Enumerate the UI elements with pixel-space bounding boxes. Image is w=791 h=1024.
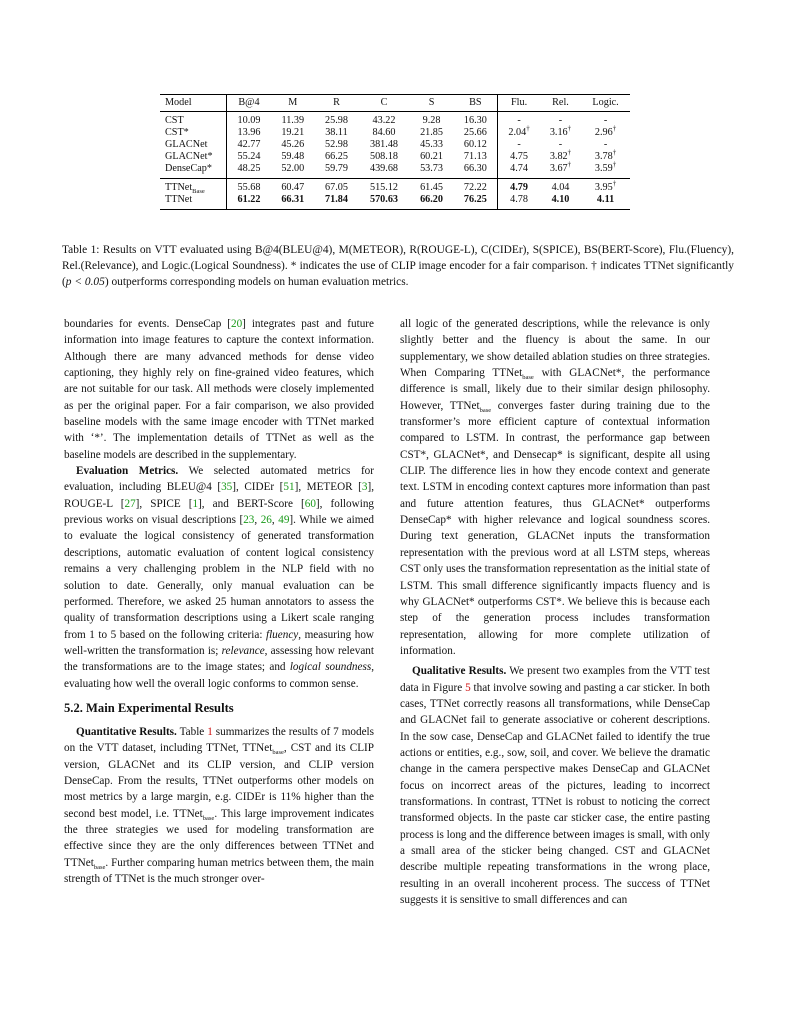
cell-bs: 71.13 <box>463 151 487 162</box>
figure-ref-link[interactable]: 5 <box>465 681 471 694</box>
citation-link[interactable]: 26 <box>260 514 272 527</box>
cell-rel: 3.67† <box>549 160 572 174</box>
table-row <box>160 163 630 179</box>
header-flu: Flu. <box>498 95 540 112</box>
cell-m: 66.31 <box>281 194 305 205</box>
cell-flu: - <box>498 139 540 151</box>
header-rel: Rel. <box>552 97 569 108</box>
header-model: Model <box>165 97 192 108</box>
section-heading: 5.2. Main Experimental Results <box>64 700 234 715</box>
caption-text-end: ) outperforms corresponding models on human evaluation metrics. <box>104 276 409 288</box>
cell-rel: 3.16† <box>549 124 572 138</box>
cell-b4: 61.22 <box>227 194 271 210</box>
cell-m: 19.21 <box>281 127 305 138</box>
paragraph: all logic of the generated descriptions, while the relevance is only slightly better and the fluency is about the same. In our supplementary, we show detailed ablation studies on three strategies. When Comparing TTNet$_{base}$ with GLACNet*, the performance difference is small, likely due to their similar design philosophy. However, TTNet$_{base}$ converges faster during training due to the transformer’s more efficient capture of contextual information compared to LSTM. In contrast, the performance gap between CST*, GLACNet*, and Densecap* is significant, despite all using CLIP. The difference lies in how they encode context and generate text. LSTM in encoding context captures more information than past and future attention features, thus GLACNet* outperforms DenseCap* with higher relevance and logical soundness scores. During text generation, GLACNet inputs the transformation representation with the previous word at all LSTM steps, whereas CST only uses the transformation representation as the initial state of LSTM. This small difference significantly impacts fluency and is why GLACNet* outperforms CST*. We believe this is because each step of the generation process includes transformation representation, allowing for more complete utilization of information. <box>400 318 710 657</box>
cell-b4: 13.96 <box>227 127 271 139</box>
cell-rel: 4.04 <box>551 182 570 193</box>
cell-model: GLACNet <box>165 139 208 150</box>
caption-label: Table 1: <box>62 244 100 256</box>
right-column <box>400 316 710 908</box>
cell-s: 21.85 <box>420 127 443 138</box>
cell-r: 71.84 <box>325 194 348 205</box>
cell-model: DenseCap* <box>165 163 212 174</box>
cell-c: 515.12 <box>369 182 398 193</box>
cell-flu: 2.04† <box>498 127 540 139</box>
cell-r: 67.05 <box>325 182 348 193</box>
cell-bs: 16.30 <box>463 115 487 126</box>
cell-model: TTNet <box>165 194 193 205</box>
cell-logic: 3.59† <box>594 160 617 174</box>
cell-b4: 42.77 <box>227 139 271 151</box>
header-logic: Logic. <box>592 97 619 108</box>
cell-b4: 10.09 <box>227 112 271 128</box>
citation-link[interactable]: 49 <box>278 514 290 527</box>
table-row <box>160 139 630 151</box>
cell-m: 11.39 <box>281 115 305 126</box>
cell-bs: 72.22 <box>463 182 487 193</box>
cell-model: TTNet$_{Base}$ <box>165 182 205 196</box>
cell-c: 381.48 <box>369 139 398 150</box>
paragraph-heading: Qualitative Results. <box>412 665 507 678</box>
cell-b4: 55.24 <box>227 151 271 163</box>
citation-link[interactable]: 51 <box>283 481 295 494</box>
citation-link[interactable]: 23 <box>243 514 255 527</box>
header-m: M <box>288 97 298 108</box>
cell-model: CST <box>165 115 184 126</box>
table-row <box>160 179 630 195</box>
header-bs: BS <box>469 97 482 108</box>
cell-s: 45.33 <box>420 139 443 150</box>
cell-m: 60.47 <box>281 182 305 193</box>
cell-c: 508.18 <box>369 151 398 162</box>
paragraph-qualitative-results: Qualitative Results. We present two examples from the VTT test data in Figure 5 that involve sowing and pasting a car sticker. In both cases, TTNet correctly reasons all transformations, while DenseCap and GLACNet fail to generate associative or coherent descriptions. In the sow case, DenseCap and GLACNet failed to identify the true actions or entities, e.g., sow, soil, and cover. We believe the dramatic change in the camera perspective makes DenseCap and GLACNet focus on incorrect areas of the pictures, leading to incorrect transformations. In contrast, TTNet is robust to noticing the correct transformed objects. In the paste car sticker case, the entire pasting process is long and the difference between images is small, with only a small area of the sticker being changed. CST and GLACNet describe multiple repeating transformations in the wrong place, resulting in an overall incoherent process. The success of TTNet suggests it is sensitive to small differences and can <box>400 665 710 907</box>
cell-rel: - <box>558 115 563 126</box>
cell-r: 52.98 <box>325 139 348 150</box>
cell-c: 84.60 <box>372 127 396 138</box>
table-row <box>160 112 630 128</box>
cell-s: 9.28 <box>422 115 441 126</box>
table-ref-link[interactable]: 1 <box>207 725 213 738</box>
cell-r: 38.11 <box>325 127 348 138</box>
citation-link[interactable]: 35 <box>221 481 233 494</box>
cell-flu: 4.75 <box>498 151 540 163</box>
table-caption <box>62 242 734 290</box>
paragraph-heading: Quantitative Results. <box>76 725 177 738</box>
cell-flu: 4.79 <box>498 179 540 195</box>
paragraph-heading: Evaluation Metrics. <box>76 465 179 478</box>
cell-flu: 4.78 <box>498 194 540 210</box>
cell-logic: - <box>603 115 608 126</box>
cell-m: 45.26 <box>281 139 305 150</box>
caption-math: p < 0.05 <box>65 276 105 288</box>
citation-link[interactable]: 1 <box>192 497 199 510</box>
caption-text: Results on VTT evaluated using B@4(BLEU@4), M(METEOR), R(ROUGE-L), C(CIDEr), S(SPICE), BS(BERT-Score), Flu.(Fluency), Rel.(Relevance), and Logic.(Logical Soundness). * indicates the use of CLIP image encoder for a fair comparison. † indicates TTNet significantly ( <box>62 244 734 288</box>
cell-bs: 60.12 <box>463 139 487 150</box>
cell-m: 52.00 <box>281 163 305 174</box>
cell-logic: 3.78† <box>594 148 617 162</box>
cell-s: 66.20 <box>420 194 443 205</box>
cell-logic: 4.11 <box>596 194 615 205</box>
cell-s: 53.73 <box>420 163 443 174</box>
citation-link[interactable]: 27 <box>124 497 136 510</box>
cell-rel: - <box>558 139 563 150</box>
cell-logic: 2.96† <box>594 124 617 138</box>
paragraph: boundaries for events. DenseCap [20] integrates past and future information into image features to capture the context information. Although there are many advanced methods for dense video captioning, they highly rely on fine-grained video features, which are not suitable for our task. All methods were closely implemented as per the original paper. For a fair comparison, we also provided baseline models with the same image encoder with TTNet marked with ‘*’. The implementation details of TTNet as well as the baseline models are described in the supplementary. <box>64 318 374 461</box>
cell-r: 25.98 <box>325 115 348 126</box>
cell-c: 43.22 <box>372 115 396 126</box>
cell-logic: 3.95† <box>594 179 617 193</box>
cell-c: 439.68 <box>369 163 398 174</box>
header-b4: B@4 <box>227 95 271 112</box>
paragraph-evaluation-metrics: Evaluation Metrics. We selected automated metrics for evaluation, including BLEU@4 [35], CIDEr [51], METEOR [3], ROUGE-L [27], SPICE [1], and BERT-Score [60], following previous works on visual descriptions [23, 26, 49]. While we aimed to evaluate the logical consistency of generated transformation descriptions, automatic evaluation of content logical consistency remains a very challenging problem in the NLP field with no solution to date. Generally, only manual evaluation can be performed. Therefore, we asked 25 human annotators to assess the quality of transformation descriptions using a Likert scale ranging from 1 to 5 based on the following criteria: fluency, measuring how well-written the transformation is; relevance, assessing how relevant the transformations are to the image states; and logical soundness, evaluating how well the overall logic conforms to common sense. <box>64 465 375 690</box>
citation-link[interactable]: 3 <box>361 481 368 494</box>
cell-bs: 76.25 <box>463 194 487 205</box>
cell-m: 59.48 <box>281 151 305 162</box>
header-s: S <box>428 97 435 108</box>
citation-link[interactable]: 60 <box>304 497 316 510</box>
table-row <box>160 151 630 163</box>
cell-model: CST* <box>165 127 189 138</box>
cell-c: 570.63 <box>369 194 398 205</box>
cell-flu: - <box>498 112 540 128</box>
header-c: C <box>380 97 388 108</box>
cell-model: GLACNet* <box>165 151 213 162</box>
table-row <box>160 127 630 139</box>
cell-b4: 55.68 <box>227 179 271 195</box>
cell-rel: 4.10 <box>551 194 570 205</box>
table-row <box>160 194 630 210</box>
cell-bs: 25.66 <box>463 127 487 138</box>
cell-b4: 48.25 <box>227 163 271 179</box>
cell-r: 66.25 <box>325 151 348 162</box>
cell-s: 60.21 <box>420 151 443 162</box>
table-header-row <box>160 95 630 112</box>
cell-s: 61.45 <box>420 182 443 193</box>
header-r: R <box>333 97 340 108</box>
cell-bs: 66.30 <box>463 163 487 174</box>
left-column <box>64 316 374 887</box>
citation-link[interactable]: 20 <box>230 318 243 330</box>
results-table <box>160 94 630 210</box>
cell-flu: 4.74 <box>498 163 540 179</box>
paragraph-quantitative-results: Quantitative Results. Table 1 summarizes the results of 7 models on the VTT dataset, including TTNet, TTNet$_{base}$, CST and its CLIP version, GLACNet and its CLIP version, and CLIP version DenseCap. From the results, TTNet outperforms other models on most metrics by a large margin, e.g. CIDEr is 11% higher than the second best model, i.e. TTNet$_{base}$. This large improvement indicates the three strategies we used for modeling transformation are effective since they are the only differences between TTNet and TTNet$_{base}$. Further comparing human metrics between them, the main strength of TTNet is the much stronger over- <box>64 725 375 885</box>
cell-r: 59.79 <box>325 163 348 174</box>
cell-logic: - <box>603 139 608 150</box>
cell-rel: 3.82† <box>549 148 572 162</box>
